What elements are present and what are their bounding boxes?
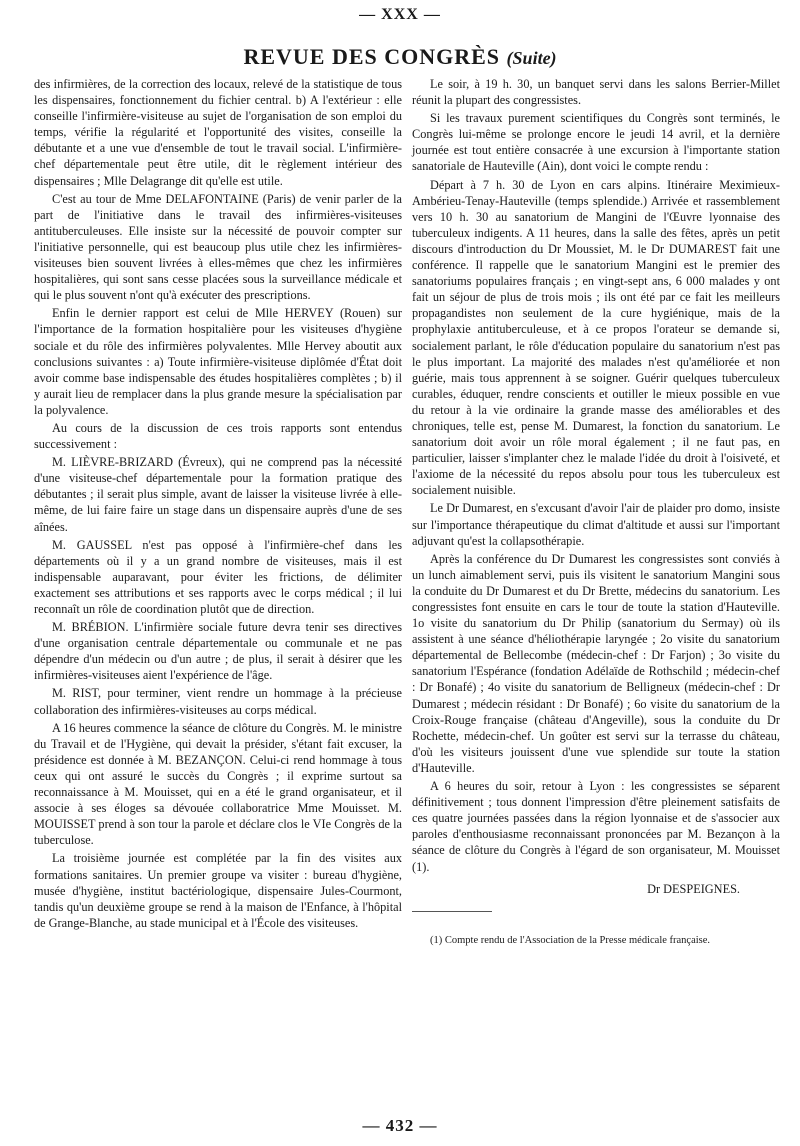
section-header bbox=[0, 44, 800, 70]
paragraph: M. LIÈVRE-BRIZARD (Évreux), qui ne comprend pas la nécessité d'une visiteuse-chef départementale pour la formation pratique des débutantes ; il serait plus simple, avant de laisser la visiteuse livrée à elle-même, de lui faire faire un stage dans un dispensaire auprès d'une de ses aînées. bbox=[34, 455, 402, 534]
paragraph: Départ à 7 h. 30 de Lyon en cars alpins. Itinéraire Meximieux-Ambérieu-Tenay-Hauteville (temps splendide.) Arrivée et rassemblement vers 10 h. 30 au sanatorium de Mangini de l'Œuvre lyonnaise des tuberculeux indigents. A 11 heures, dans la salle des fêtes, après un petit discours d'introduction du Dr Moussiet, M. le Dr DUMAREST fait une conférence. Il rappelle que le sanatorium Mangini est le premier des sanatoriums populaires français ; en vingt-sept ans, 6 000 malades y ont fait un séjour de plus de trois mois ; ils ont été par ce fait les meilleurs propagandistes non seulement de la cure hygiénique, mais de la prophylaxie antituberculeuse, et à ce propos l'orateur se demande si, socialement parlant, le rôle d'éducation populaire du sanatorium n'est pas le plus important. La majorité des malades n'est qu'améliorée et non guérie, mais tous apprennent à se soigner. Guérir quelques tuberculeux curables, éduquer, rendre conscients et outiller le mieux possible en vue du retour à la vie ordinaire la grande masse des améliorables et des chroniques, telle est, pense M. Dumarest, la fonction du sanatorium. Le sanatorium doit avoir un rôle moral également ; il ne faut pas, en particulier, laisser s'implanter chez le malade l'idée du droit à l'oisiveté, et l'axiome de la nécessité du repos absolu pour tous les tuberculeux est socialement nuisible. bbox=[412, 177, 780, 498]
paragraph: M. BRÉBION. L'infirmière sociale future devra tenir ses directives d'une organisation centrale départementale ou communale et ne pas dépendre d'un médecin ou d'un autre ; de plus, il serait à désirer que les infirmières-visiteuses aient l'expérience de l'âge. bbox=[34, 620, 402, 683]
paragraph: Le Dr Dumarest, en s'excusant d'avoir l'air de plaider pro domo, insiste sur l'importance thérapeutique du climat d'altitude et aussi sur l'important adjuvant qu'est la collapsothérapie. bbox=[412, 501, 780, 548]
footnote: (1) Compte rendu de l'Association de la Presse médicale française. bbox=[430, 934, 711, 946]
roman-page-number: — XXX — bbox=[359, 6, 441, 23]
left-column bbox=[34, 76, 402, 931]
paragraph: A 6 heures du soir, retour à Lyon : les congressistes se séparent définitivement ; tous donnent l'impression d'être pleinement satisfaits de ces quatre journées passées dans la région lyonnaise et de s'associer aux paroles d'enthousiasme reconnaissant prononcées par M. Bezançon à la séance de clôture du Congrès à l'égard de son organisateur, M. Mouisset (1). bbox=[412, 779, 780, 874]
paragraph: La troisième journée est complétée par la fin des visites aux formations sanitaires. Un premier groupe va visiter : bureau d'hygiène, musée d'hygiène, institut bactériologique, dispensaire Jules-Courmont, tandis qu'un deuxième groupe se rend à la maison de l'Enfance, à l'hôpital de Grange-Blanche, au stade municipal et à l'École des visiteuses. bbox=[34, 851, 402, 930]
paragraph: des infirmières, de la correction des locaux, relevé de la statistique de tous les dispensaires, fonctionnement du fichier central. b) A l'extérieur : elle conseille l'infirmière-visiteuse au sujet de l'organisation de son emploi du temps, vérifie la régularité et l'opportunité des visites, conseille la débutante et a une vue d'ensemble de tout le travail social. L'infirmière-chef départementale peut être utile, dit le règlement intérieur des dispensaires ; Mlle Delagrange dit qu'elle est utile. bbox=[34, 77, 402, 188]
paragraph: Après la conférence du Dr Dumarest les congressistes sont conviés à un lunch aimablement servi, puis ils visitent le sanatorium Mangini sous la conduite du Dr Dumarest et du Dr Brette, médecins du sanatorium. Les congressistes font ensuite en cars le tour de toute la station d'Hauteville. 1o visite du sanatorium du Dr Philip (sanatorium du Sermay) où ils assistent à une séance d'héliothérapie laryngée ; 2o visite du sanatorium départemental de Bellecombe (médecin-chef : Dr Farjon) ; 3o visite du sanatorium l'Espérance (fondation Adélaïde de Rothschild ; médecin-chef : Dr Bonafé) ; 4o visite du sanatorium de Belligneux (médecin-chef : Dr Dumarest ; médecin résidant : Dr Bonafé) ; 6o visite du sanatorium de la Croix-Rouge française (château d'Angeville), sous la conduite du Dr Rochette, médecin-chef. Un goûter est servi sur la terrasse du château, d'où les visiteurs jouissent d'une vue splendide sur toute la station d'Hauteville. bbox=[412, 551, 780, 775]
folio-page-number: — 432 — bbox=[362, 1116, 438, 1135]
paragraph: Le soir, à 19 h. 30, un banquet servi dans les salons Berrier-Millet réunit la plupart des congressistes. bbox=[412, 77, 780, 108]
right-column bbox=[412, 76, 780, 947]
paragraph: M. RIST, pour terminer, vient rendre un hommage à la précieuse collaboration des infirmières-visiteuses au corps médical. bbox=[34, 686, 402, 717]
header-title: REVUE DES CONGRÈS bbox=[243, 44, 501, 69]
header-suite: (Suite) bbox=[506, 48, 557, 68]
paragraph: Enfin le dernier rapport est celui de Mlle HERVEY (Rouen) sur l'importance de la formation hospitalière pour les visiteuses d'hygiène sociale et du rôle des infirmières polyvalentes. Mlle Hervey aboutit aux conclusions suivantes : a) Toute infirmière-visiteuse diplômée d'État doit avoir comme base indispensable des études hospitalières complètes ; b) il y aurait lieu de remplacer dans la plus grande mesure la spécialisation par la polyvalence. bbox=[34, 306, 402, 417]
author-signature: Dr DESPEIGNES. bbox=[647, 881, 740, 896]
paragraph: A 16 heures commence la séance de clôture du Congrès. M. le ministre du Travail et de l'Hygiène, qui devait la présider, s'étant fait excuser, la présidence est donnée à M. BEZANÇON. Celui-ci rend hommage à tous ceux qui ont assuré le succès du Congrès ; il exprime surtout sa reconnaissance à M. Mouisset, qui en a été le grand organisateur, et il associe à ses éloges sa dévouée collaboratrice Mme Mouisset. M. MOUISSET prend à son tour la parole et déclare clos le VIe Congrès de la tuberculose. bbox=[34, 720, 402, 848]
paragraph: C'est au tour de Mme DELAFONTAINE (Paris) de venir parler de la part de l'initiative dans le travail des infirmières-visiteuses antituberculeuses. Elle insiste sur la nécessité de pouvoir compter sur l'initiative personnelle, qui est beaucoup plus utile chez les infirmières-visiteuses bien souvent livrées à elles-mêmes que chez les infirmières hospitalières, qui sont sans cesse placées sous la surveillance médicale et qui le plus souvent n'ont qu'à exécuter des prescriptions. bbox=[34, 191, 402, 303]
paragraph: M. GAUSSEL n'est pas opposé à l'infirmière-chef dans les départements où il y a un grand nombre de visiteuses, mais il est indispensable auparavant, pour éviter les frictions, de délimiter exactement ses attributions et ses rapports avec le corps médical ; il lui reconnaît un rôle de coordination plutôt que de direction. bbox=[34, 537, 402, 616]
paragraph: Si les travaux purement scientifiques du Congrès sont terminés, le Congrès lui-même se prolonge encore le jeudi 14 avril, et la dernière journée est tout entière consacrée à une excursion à l'importante station sanatoriale de Hauteville (Ain), dont voici le compte rendu : bbox=[412, 111, 780, 174]
footnote-divider bbox=[412, 911, 492, 912]
paragraph: Au cours de la discussion de ces trois rapports sont entendus successivement : bbox=[34, 420, 402, 452]
